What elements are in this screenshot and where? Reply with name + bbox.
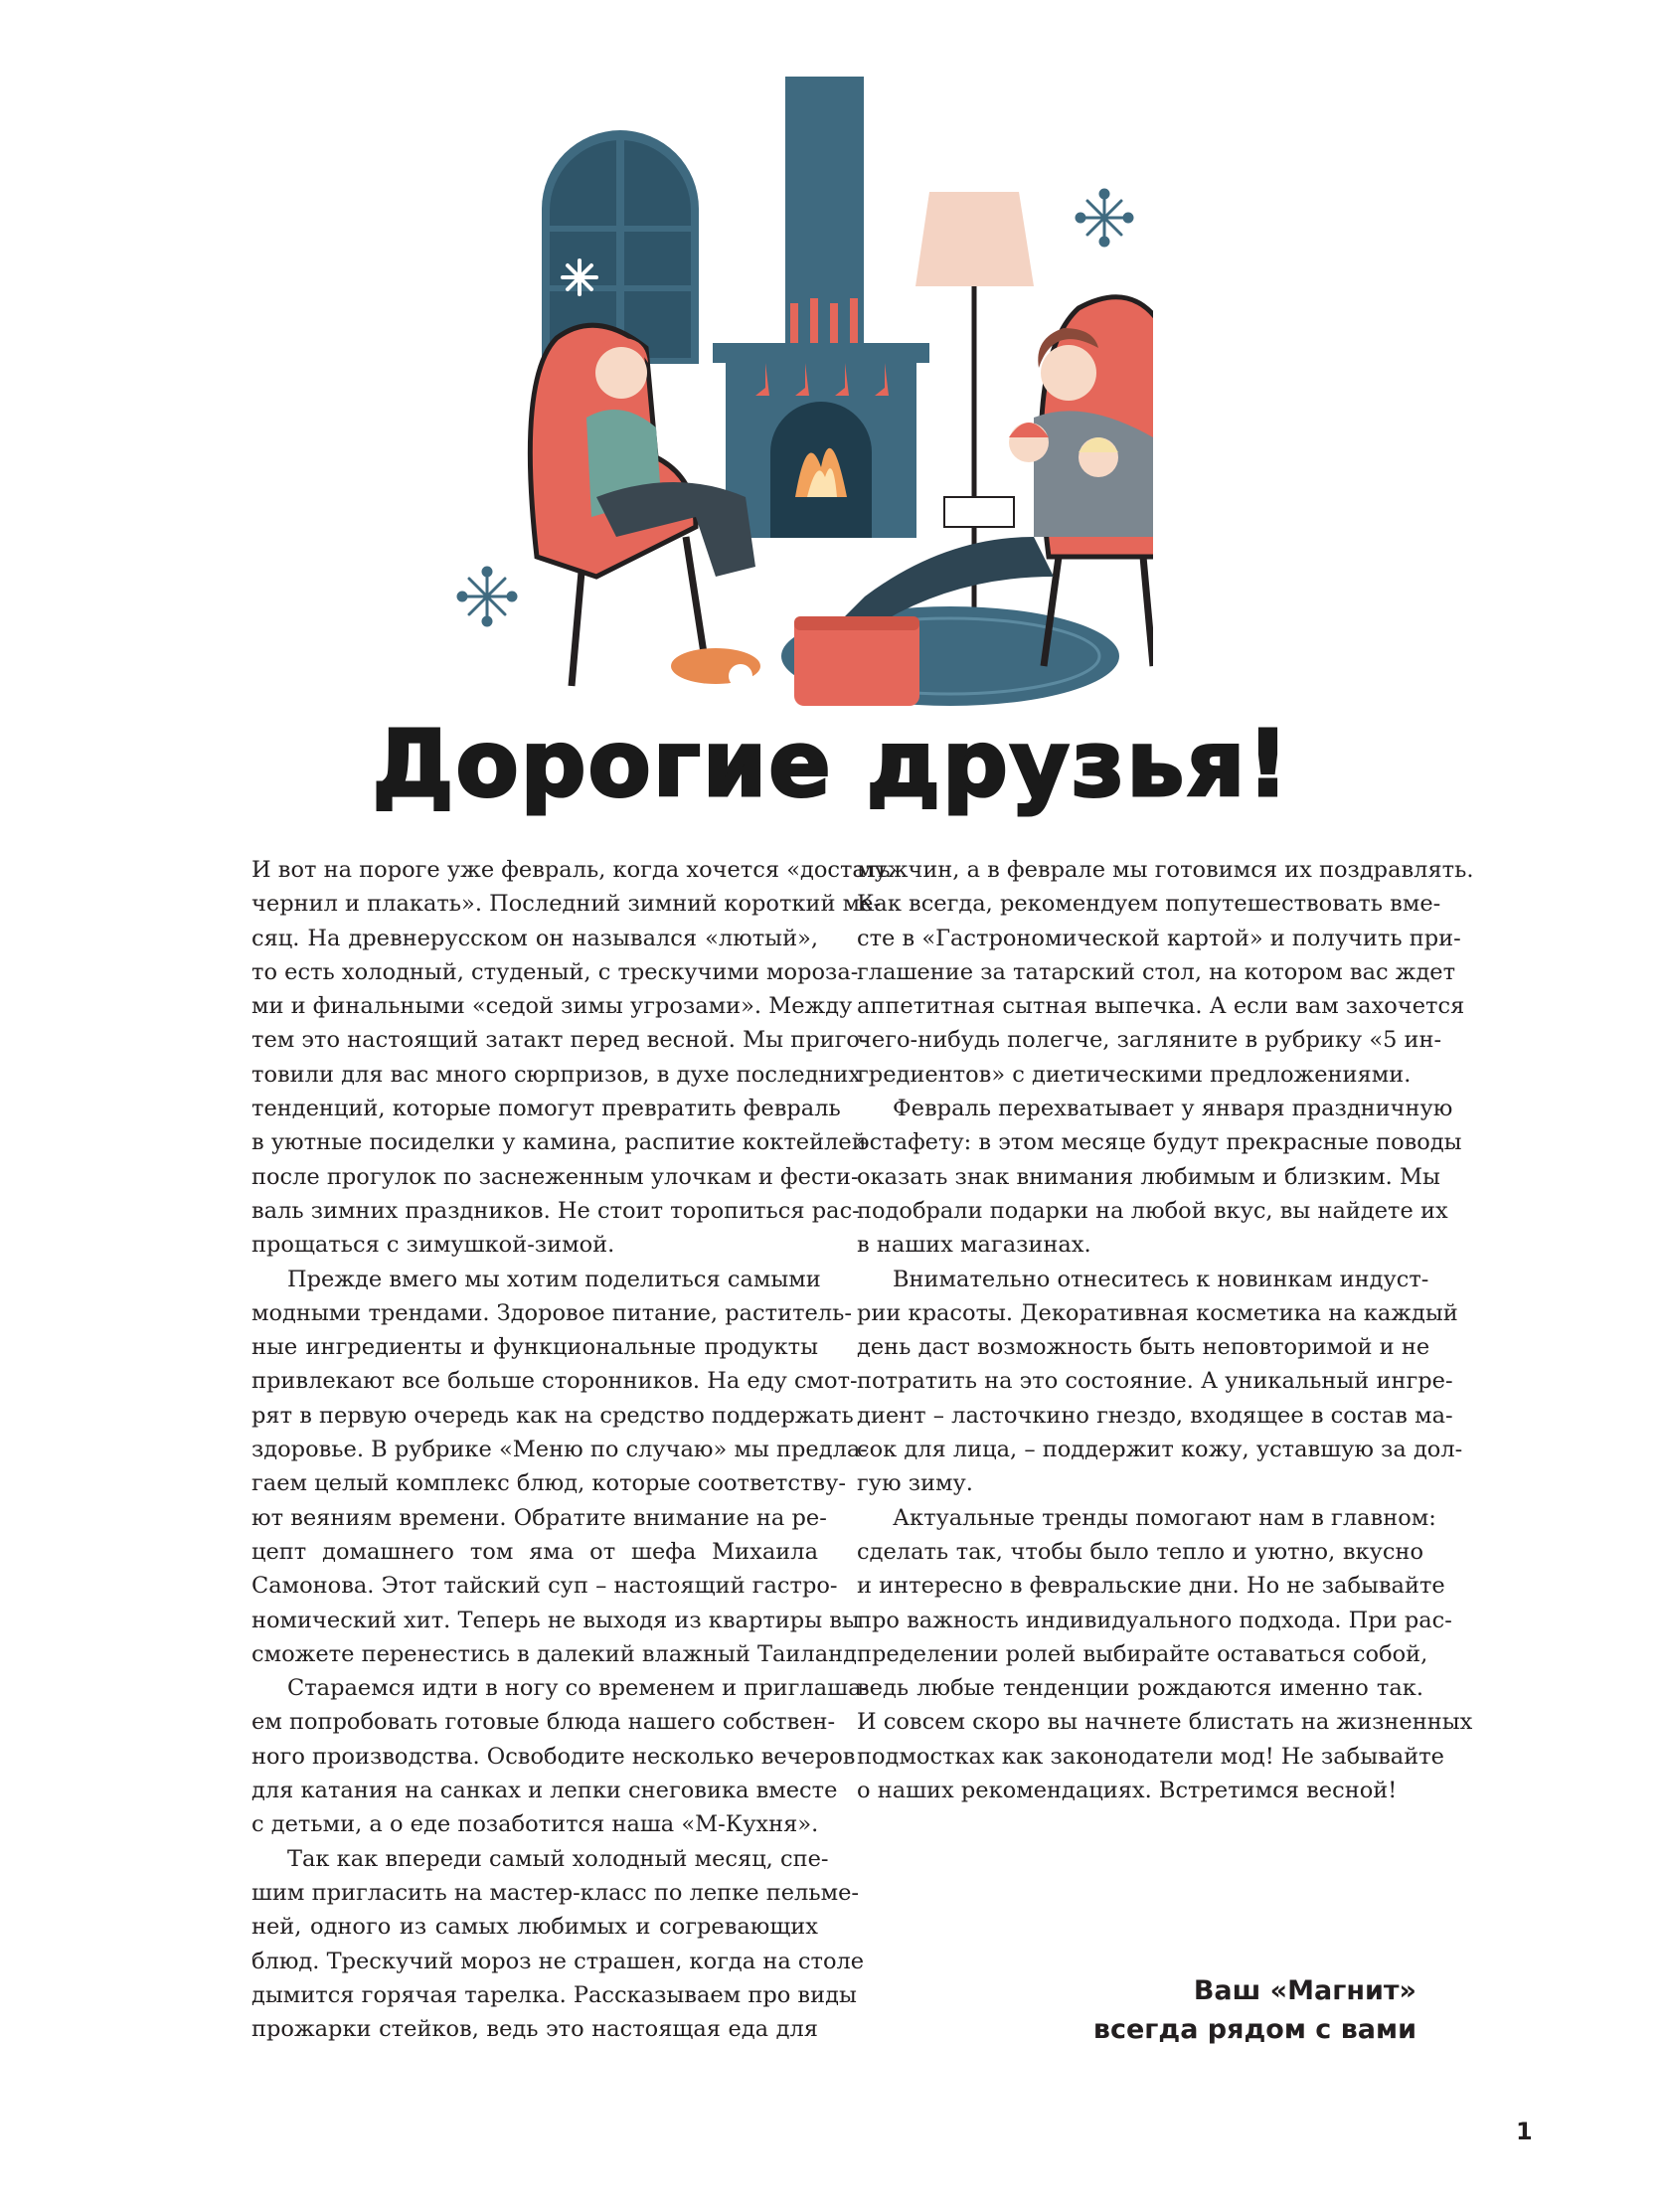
text-line: ведь любые тенденции рождаются именно так. [857, 1675, 1423, 1702]
text-line: прощаться с зимушкой-зимой. [251, 1232, 615, 1259]
text-line: сделать так, чтобы было тепло и уютно, вкусно [857, 1538, 1423, 1565]
text-line: оказать знак внимания любимым и близким. Мы [857, 1163, 1440, 1190]
fireplace-illustration [713, 77, 929, 538]
text-line: о наших рекомендациях. Встретимся весной! [857, 1778, 1398, 1804]
text-line: гаем целый комплекс блюд, которые соответству- [251, 1470, 846, 1497]
text-line: после прогулок по заснеженным улочкам и фести- [251, 1163, 859, 1190]
text-line: глашение за татарский стол, на котором вас ждет [857, 958, 1456, 985]
text-line: Февраль перехватывает у января праздничную [893, 1096, 1453, 1122]
text-line: Так как впереди самый холодный месяц, спе- [287, 1845, 829, 1872]
text-line: валь зимних праздников. Не стоит торопиться рас- [251, 1197, 860, 1224]
paragraph [857, 1501, 1473, 1808]
text-line: то есть холодный, студеный, с трескучими мороза- [251, 958, 859, 985]
text-line: и интересно в февральские дни. Но не забывайте [857, 1573, 1445, 1600]
signature-line-1: Ваш «Магнит» [1193, 1975, 1416, 2006]
text-line: Самонова. Этот тайский суп – настоящий гастро- [251, 1573, 838, 1600]
paragraph [251, 1842, 865, 2047]
text-line: шим пригласить на мастер-класс по лепке пельме- [251, 1879, 859, 1906]
text-line: тенденций, которые помогут превратить февраль [251, 1096, 841, 1122]
text-line: для катания на санках и лепки снеговика вместе [251, 1778, 838, 1804]
text-line: привлекают все больше сторонников. На еду смот- [251, 1368, 858, 1395]
article-column-right [857, 853, 1474, 1807]
paragraph [857, 1263, 1463, 1501]
text-line: Внимательно отнеситесь к новинкам индуст- [893, 1266, 1429, 1292]
text-line: рят в первую очередь как на средство поддержать [251, 1402, 854, 1429]
text-line: потратить на это состояние. А уникальный ингре- [857, 1368, 1453, 1395]
paragraph [251, 1671, 870, 1841]
paragraph [857, 853, 1474, 1092]
paragraph [251, 1263, 868, 1672]
text-line: мужчин, а в феврале мы готовимся их поздравлять. [857, 857, 1474, 883]
ottoman [794, 616, 919, 706]
text-line: день даст возможность быть неповторимой и не [857, 1334, 1430, 1361]
text-line: эстафету: в этом месяце будут прекрасные поводы [857, 1129, 1462, 1156]
text-line: И совсем скоро вы начнете блистать на жизненных [857, 1709, 1473, 1736]
text-line: номический хит. Теперь не выходя из квартиры вы [251, 1607, 860, 1633]
text-line: гредиентов» с диетическими предложениями. [857, 1061, 1412, 1088]
text-line: прожарки стейков, ведь это настоящая еда для [251, 2016, 818, 2043]
text-line: Прежде вмего мы хотим поделиться самыми [287, 1266, 821, 1292]
sleeping-dog [671, 648, 760, 688]
page-title: Дорогие друзья! [372, 711, 1291, 817]
signature-line-2: всегда рядом с вами [1092, 2014, 1416, 2045]
text-line: с детьми, а о еде позаботится наша «М-Кухня». [251, 1811, 819, 1838]
text-line: чего-нибудь полегче, загляните в рубрику «5 ин- [857, 1027, 1442, 1054]
text-line: Как всегда, рекомендуем попутешествовать вме- [857, 891, 1441, 918]
snowflake-icon [563, 260, 596, 294]
text-line: Стараемся идти в ногу со временем и приглаша- [287, 1675, 870, 1702]
armchair-left [530, 325, 755, 686]
text-line: подобрали подарки на любой вкус, вы найдете их [857, 1197, 1448, 1224]
text-line: ного производства. Освободите несколько вечеров [251, 1743, 856, 1770]
text-line: диент – ласточкино гнездо, входящее в состав ма- [857, 1402, 1453, 1429]
text-line: товили для вас много сюрпризов, в духе последних [251, 1061, 862, 1088]
text-line: сяц. На древнерусском он назывался «лютый», [251, 925, 818, 951]
snowflake-icon [458, 568, 516, 625]
text-line: дымится горячая тарелка. Рассказываем про виды [251, 1981, 857, 2008]
text-line: гую зиму. [857, 1470, 973, 1497]
winter-fireplace-illustration [437, 60, 1153, 736]
text-line: в наших магазинах. [857, 1232, 1091, 1259]
text-line: сте в «Гастрономической картой» и получить при- [857, 925, 1461, 951]
text-line: ней, одного из самых любимых и согревающих [251, 1914, 818, 1941]
text-line: рии красоты. Декоративная косметика на каждый [857, 1299, 1458, 1326]
text-line: аппетитная сытная выпечка. А если вам захочется [857, 993, 1465, 1020]
text-line: модными трендами. Здоровое питание, раститель- [251, 1299, 852, 1326]
paragraph [251, 853, 891, 1263]
text-line: ют веяниям времени. Обратите внимание на ре- [251, 1504, 827, 1531]
text-line: здоровье. В рубрике «Меню по случаю» мы предла- [251, 1437, 868, 1463]
article-column-left [251, 853, 891, 2046]
text-line: Актуальные тренды помогают нам в главном: [893, 1504, 1436, 1531]
text-line: в уютные посиделки у камина, распитие коктейлей [251, 1129, 867, 1156]
signature [1093, 1971, 1416, 2049]
text-line: сок для лица, – поддержит кожу, уставшую за дол- [857, 1437, 1463, 1463]
text-line: чернил и плакать». Последний зимний короткий ме- [251, 891, 882, 918]
text-line: ми и финальными «седой зимы угрозами». Между [251, 993, 853, 1020]
page-number: 1 [1516, 2118, 1533, 2145]
window-illustration [542, 130, 699, 364]
text-line: блюд. Трескучий мороз не страшен, когда на столе [251, 1948, 865, 1974]
text-line: тем это настоящий затакт перед весной. Мы приго- [251, 1027, 868, 1054]
text-line: ные ингредиенты и функциональные продукты [251, 1334, 818, 1361]
text-line: сможете перенестись в далекий влажный Таиланд. [251, 1640, 865, 1667]
snowflake-icon [1077, 190, 1132, 246]
text-line: подмостках как законодатели мод! Не забывайте [857, 1743, 1444, 1770]
text-line: И вот на пороге уже февраль, когда хочется «достать [251, 857, 891, 883]
paragraph [857, 1092, 1462, 1262]
text-line: пределении ролей выбирайте оставаться собой, [857, 1640, 1428, 1667]
text-line: цепт домашнего том яма от шефа Михаила [251, 1538, 818, 1565]
text-line: про важность индивидуального подхода. При рас- [857, 1607, 1452, 1633]
text-line: ем попробовать готовые блюда нашего собствен- [251, 1709, 836, 1736]
